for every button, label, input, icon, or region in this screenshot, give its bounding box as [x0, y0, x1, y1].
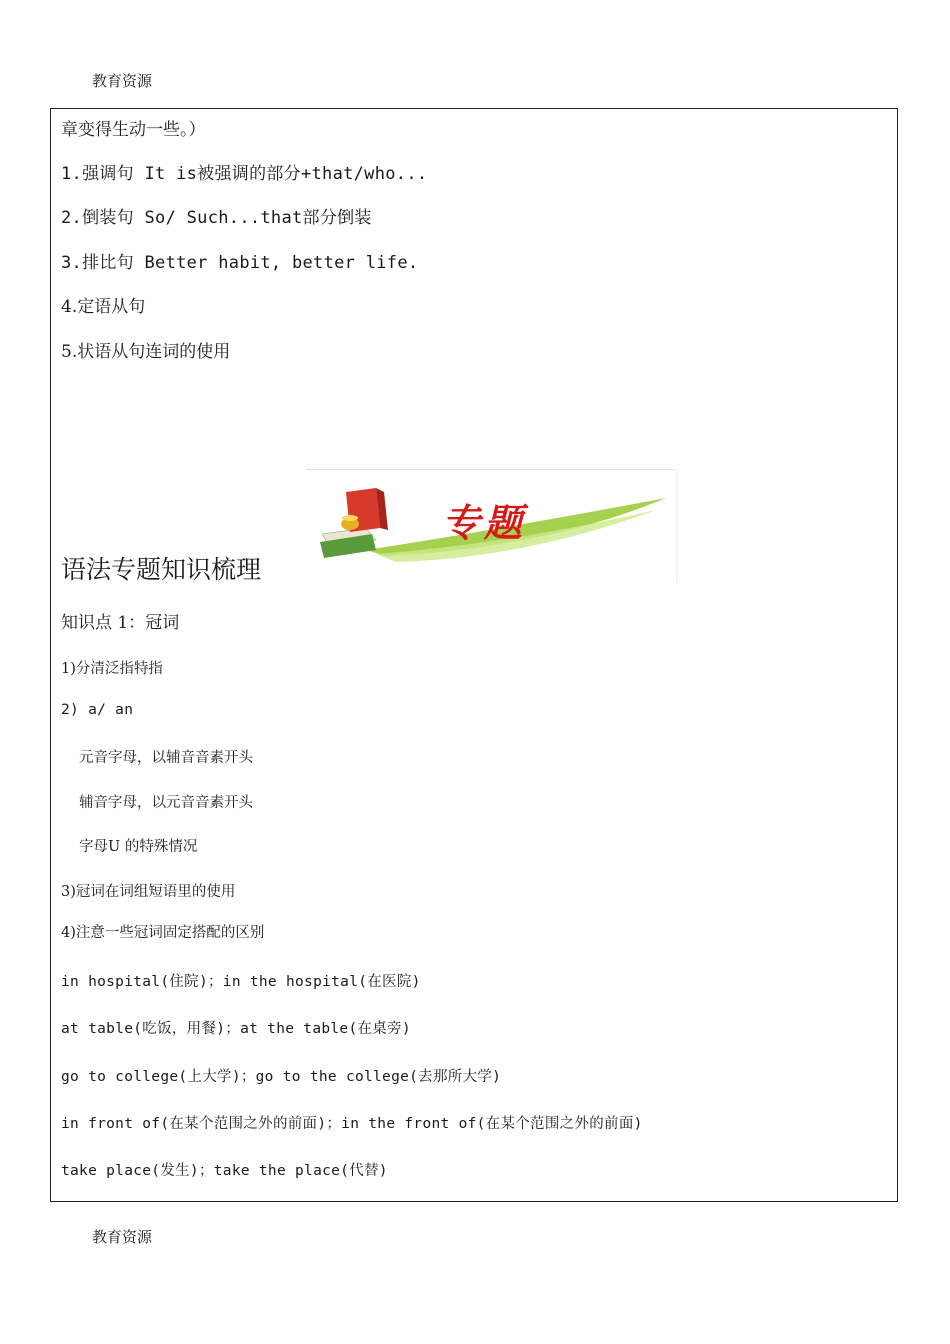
- list-item: 4)注意一些冠词固定搭配的区别: [61, 925, 265, 941]
- page-header: 教育资源: [92, 72, 153, 90]
- list-item: 3)冠词在词组短语里的使用: [61, 884, 236, 900]
- topic-banner-image: [306, 469, 677, 583]
- intro-item: 5.状语从句连词的使用: [61, 342, 231, 362]
- page-footer: 教育资源: [92, 1228, 153, 1246]
- knowledge-point: 知识点 1：冠词: [61, 613, 180, 633]
- content-box: [50, 108, 898, 1202]
- phrase-pair: take place(发生)；take the place(代替): [61, 1163, 388, 1179]
- phrase-pair: in hospital(住院)；in the hospital(在医院): [61, 974, 421, 990]
- phrase-pair: go to college(上大学)；go to the college(去那所大学): [61, 1069, 502, 1085]
- list-item: 元音字母，以辅音音素开头: [79, 750, 253, 766]
- list-item: 字母U 的特殊情况: [79, 839, 198, 855]
- intro-item: 2.倒装句 So/ Such...that部分倒装: [61, 208, 372, 228]
- section-title: 语法专题知识梳理: [61, 555, 262, 584]
- banner-text: 专题: [442, 500, 527, 545]
- list-item: 1)分清泛指特指: [61, 661, 163, 677]
- intro-item: 4.定语从句: [61, 297, 146, 317]
- list-item: 辅音字母，以元音音素开头: [79, 795, 253, 811]
- intro-item: 3.排比句 Better habit, better life.: [61, 253, 419, 273]
- list-item: 2) a/ an: [61, 702, 134, 718]
- intro-tail: 章变得生动一些。）: [61, 120, 206, 140]
- phrase-pair: at table(吃饭，用餐)；at the table(在桌旁): [61, 1021, 411, 1037]
- intro-item: 1.强调句 It is被强调的部分+that/who...: [61, 164, 428, 184]
- phrase-pair: in front of(在某个范围之外的前面)；in the front of(在某个范围之外的前面): [61, 1116, 643, 1132]
